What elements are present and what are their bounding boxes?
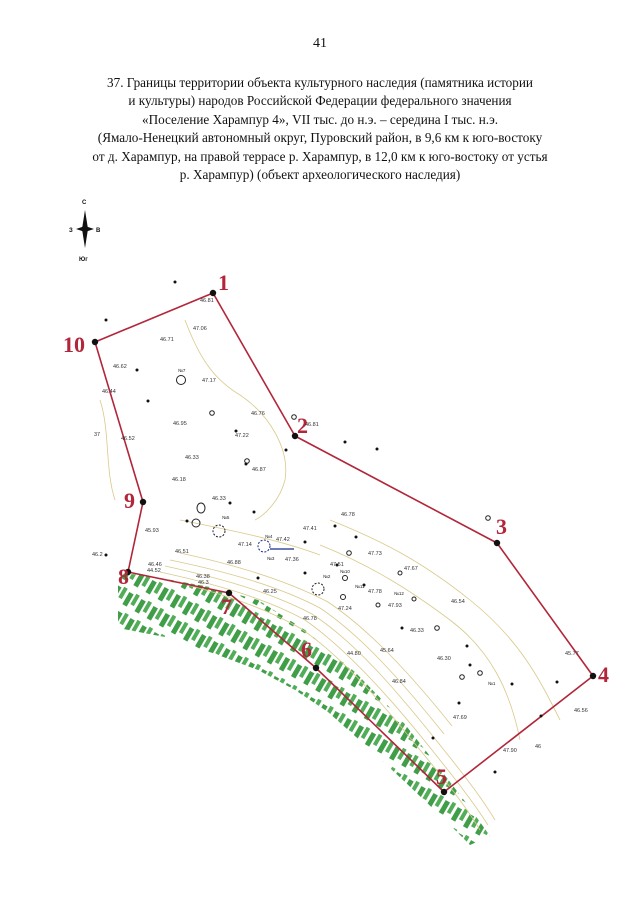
feature-label: №10 — [340, 569, 350, 574]
elevation-label: 47.67 — [404, 566, 418, 572]
vertex-label-10: 10 — [63, 332, 85, 357]
elevation-label: 46.54 — [451, 599, 465, 605]
elevation-label: 47.93 — [388, 603, 402, 609]
feature-label: №11 — [355, 584, 365, 589]
elevation-label: 47.14 — [238, 542, 252, 548]
pit-marker — [460, 675, 465, 680]
elevation-label: 47.24 — [338, 606, 352, 612]
feature-label: №4 — [265, 534, 273, 539]
pit-marker — [210, 411, 215, 416]
elevation-label: 45.93 — [145, 528, 159, 534]
pit-marker — [343, 576, 348, 581]
feature-label: №3 — [267, 556, 275, 561]
elevation-label: 46 — [535, 744, 542, 750]
elevation-label: 47.51 — [330, 562, 344, 568]
elevation-label: 46.46 — [148, 562, 162, 568]
elevation-label: 46.38 — [196, 574, 210, 580]
compass-west: З — [69, 228, 73, 234]
vertex-label-6: 6 — [301, 637, 312, 662]
vertex-label-7: 7 — [221, 594, 232, 619]
vertex-label-1: 1 — [218, 270, 229, 295]
elevation-label: 47.22 — [235, 433, 249, 439]
pit-marker — [412, 597, 416, 601]
elevation-label: 44.80 — [347, 651, 361, 657]
feature-label: №2 — [323, 574, 331, 579]
feature-label: №5 — [222, 515, 230, 520]
pit-marker — [245, 459, 250, 464]
elevation-label: 46.18 — [172, 477, 186, 483]
elevation-label: 46.71 — [160, 337, 174, 343]
compass-rose — [69, 200, 101, 263]
compass-south: Юг — [79, 257, 88, 263]
pit-marker — [292, 415, 297, 420]
elevation-label: 44.52 — [147, 568, 161, 574]
river-bank-vegetation — [118, 573, 490, 845]
elevation-label: 47.69 — [453, 715, 467, 721]
caption-line: от д. Харампур, на правой террасе р. Харампур, в 12,0 км к юго-востоку от устья — [92, 148, 548, 164]
caption-line: и культуры) народов Российской Федерации федерального значения — [128, 93, 512, 109]
vertex-label-5: 5 — [436, 764, 447, 789]
elevation-label: 46.33 — [185, 455, 199, 461]
elevation-label: 47.36 — [285, 557, 299, 563]
pit-marker — [478, 671, 483, 676]
vertex-label-3: 3 — [496, 514, 507, 539]
caption-line: р. Харампур) (объект археологического наследия) — [179, 167, 461, 183]
elevation-label: 47.90 — [503, 748, 517, 754]
elevation-label: 47.42 — [276, 537, 290, 543]
elevation-label: 47.73 — [368, 551, 382, 557]
elevation-label: 46.78 — [341, 512, 355, 518]
pit-marker — [435, 626, 440, 631]
pit-marker — [177, 376, 186, 385]
vertex-point — [140, 499, 146, 505]
elevation-label: 46.25 — [263, 589, 277, 595]
caption-line: (Ямало-Ненецкий автономный округ, Пуровский район, в 9,6 км к юго-востоку — [97, 130, 543, 146]
vertex-point — [313, 665, 319, 671]
vertex-point — [92, 339, 98, 345]
pit-marker — [347, 551, 352, 556]
vertex-label-4: 4 — [598, 662, 609, 687]
pit-marker — [197, 503, 205, 513]
dwelling-depression — [312, 583, 324, 595]
page-number: 41 — [313, 36, 327, 51]
elevation-label: 46.30 — [437, 656, 451, 662]
elevation-label: 45.64 — [380, 648, 394, 654]
elevation-label: 46.44 — [102, 389, 116, 395]
elevation-label: 47.41 — [303, 526, 317, 532]
compass-east: В — [96, 228, 101, 234]
elevation-label: 46.62 — [113, 364, 127, 370]
elevation-label: 46.52 — [121, 436, 135, 442]
vertex-point — [210, 290, 216, 296]
elevation-label: 47.17 — [202, 378, 216, 384]
elevation-label: 46.95 — [173, 421, 187, 427]
elevation-label: 46.87 — [252, 467, 266, 473]
vertex-label-8: 8 — [118, 564, 129, 589]
elevation-label: 46.2 — [92, 552, 103, 558]
elevation-label: 45.77 — [565, 651, 579, 657]
vertex-point — [494, 540, 500, 546]
vertex-point — [590, 673, 596, 679]
elevation-label: 46.84 — [392, 679, 406, 685]
compass-north: С — [82, 200, 87, 206]
dwelling-depression — [258, 540, 270, 552]
elevation-label: 46.33 — [212, 496, 226, 502]
caption-line: 37. Границы территории объекта культурного наследия (памятника истории — [107, 75, 533, 90]
elevation-label: 46.51 — [175, 549, 189, 555]
feature-label: №1 — [488, 681, 496, 686]
elevation-label: 46.56 — [574, 708, 588, 714]
elevation-label: 46.78 — [303, 616, 317, 622]
feature-label: №12 — [394, 591, 404, 596]
feature-label: №7 — [178, 368, 186, 373]
pit-marker — [398, 571, 402, 575]
elevation-label: 46.81 — [200, 298, 214, 304]
vertex-point — [441, 789, 447, 795]
elevation-label: 47.78 — [368, 589, 382, 595]
vertex-label-9: 9 — [124, 488, 135, 513]
dwelling-depression — [213, 525, 225, 537]
elevation-label: 37 — [94, 432, 101, 438]
elevation-label: 47.06 — [193, 326, 207, 332]
elevation-label: 46.76 — [251, 411, 265, 417]
elevation-label: 46.3 — [198, 580, 209, 586]
elevation-label: 46.88 — [227, 560, 241, 566]
pit-marker — [486, 516, 491, 521]
caption-line: «Поселение Харампур 4», VII тыс. до н.э. – середина I тыс. н.э. — [141, 111, 499, 127]
elevation-label: 46.81 — [305, 422, 319, 428]
pit-marker — [376, 603, 380, 607]
elevation-label: 46.33 — [410, 628, 424, 634]
vertex-label-2: 2 — [297, 413, 308, 438]
pit-marker — [341, 595, 346, 600]
